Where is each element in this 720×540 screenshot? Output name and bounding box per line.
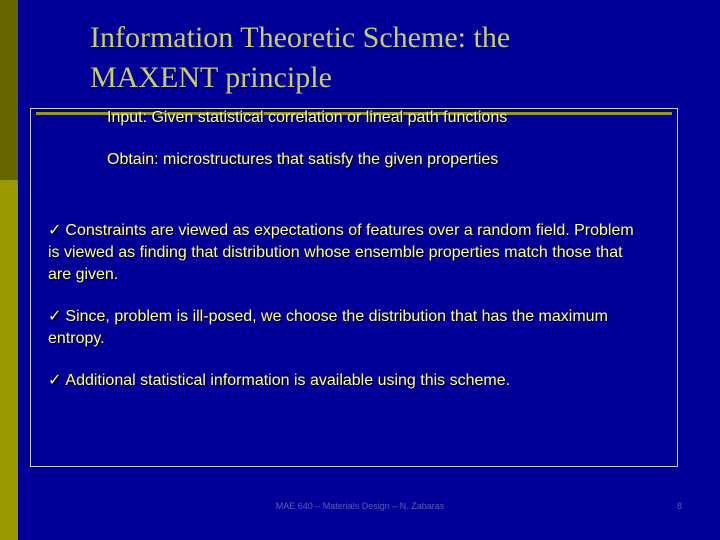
checkmark-icon: ✓ (48, 308, 62, 325)
side-accent-bar-bottom (0, 180, 18, 540)
side-accent-bar-top (0, 0, 18, 180)
slide-title-line-1: Information Theoretic Scheme: the (90, 21, 511, 54)
slide-title (90, 18, 690, 98)
checkmark-icon: ✓ (48, 372, 62, 389)
bullet-item-2 (48, 306, 648, 350)
bullet-item-3 (48, 370, 648, 392)
bullet-text-1: Constraints are viewed as expectations of features over a random field. Problem is viewed as finding that distribution whose ensemble properties match those that are given. (48, 222, 634, 283)
obtain-statement: Obtain: microstructures that satisfy the given properties (107, 151, 499, 168)
bullet-item-1 (48, 220, 648, 286)
bullet-text-2: Since, problem is ill-posed, we choose the distribution that has the maximum entropy. (48, 308, 608, 347)
checkmark-icon: ✓ (48, 222, 62, 239)
slide-title-line-2: MAXENT principle (90, 61, 332, 94)
slide-footer: MAE 640 – Materials Design – N. Zabaras (275, 501, 445, 511)
bullet-text-3: Additional statistical information is available using this scheme. (65, 372, 511, 389)
input-statement: Input: Given statistical correlation or lineal path functions (107, 109, 508, 126)
page-number: 8 (676, 501, 682, 511)
